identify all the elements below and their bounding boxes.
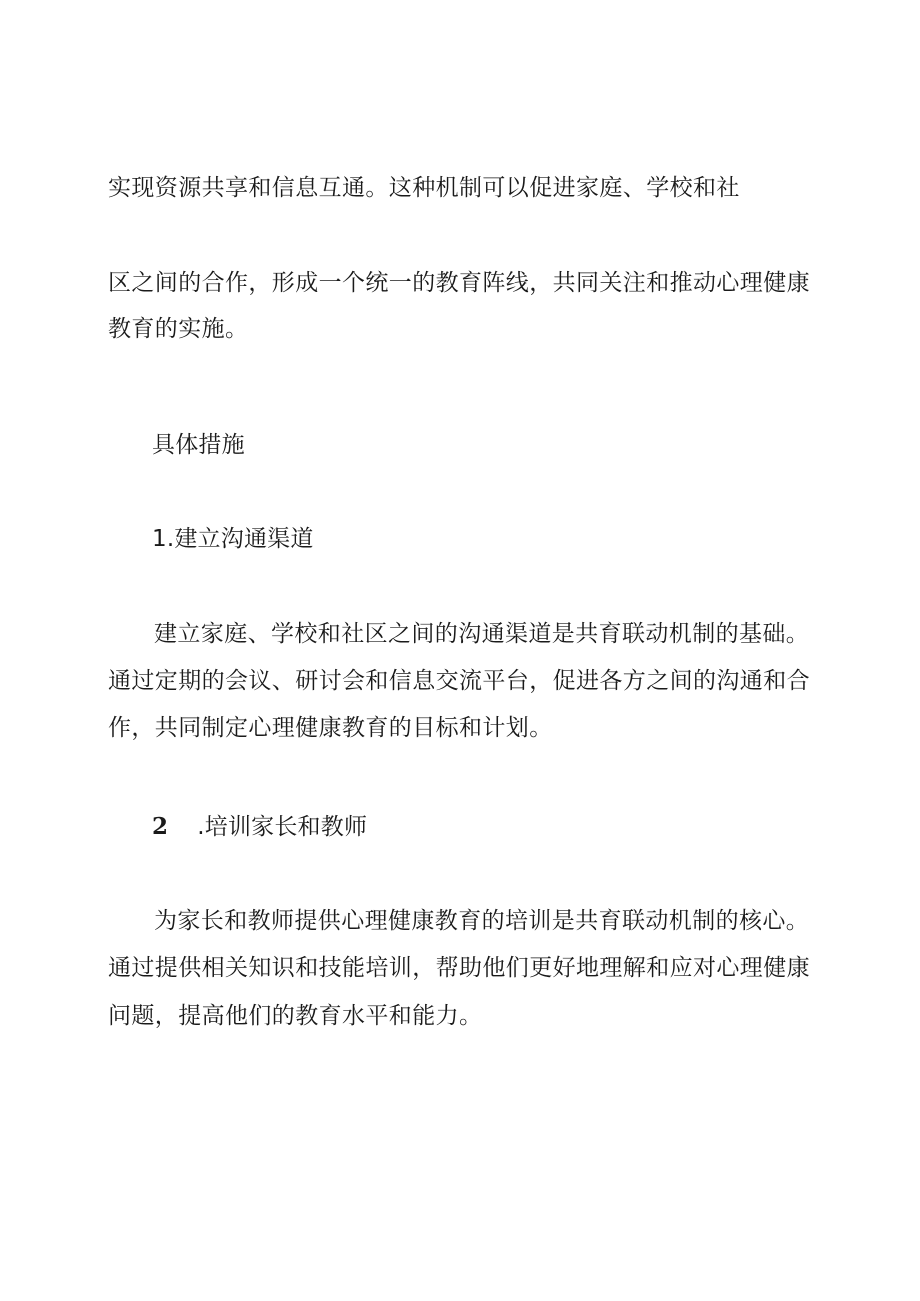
- measure-2-heading-number: 2: [152, 813, 169, 840]
- intro-paragraph-line-1: 实现资源共享和信息互通。这种机制可以促进家庭、学校和社: [108, 175, 740, 201]
- measure-2-heading-text: .培训家长和教师: [197, 814, 368, 840]
- intro-paragraph-line-2: 区之间的合作，形成一个统一的教育阵线，共同关注和推动心理健康: [108, 270, 810, 296]
- measure-1-heading: 1.建立沟通渠道: [152, 526, 314, 552]
- measure-2-paragraph-line-1: 为家长和教师提供心理健康教育的培训是共育联动机制的核心。: [154, 908, 810, 934]
- measure-1-paragraph-line-2: 通过定期的会议、研讨会和信息交流平台，促进各方之间的沟通和合: [108, 668, 810, 694]
- measure-2-heading: [152, 812, 367, 842]
- measure-1-paragraph-line-3: 作，共同制定心理健康教育的目标和计划。: [108, 715, 553, 741]
- measure-2-paragraph-line-3: 问题，提高他们的教育水平和能力。: [108, 1003, 483, 1029]
- measure-1-paragraph-line-1: 建立家庭、学校和社区之间的沟通渠道是共育联动机制的基础。: [154, 621, 810, 647]
- measure-2-paragraph-line-2: 通过提供相关知识和技能培训，帮助他们更好地理解和应对心理健康: [108, 955, 810, 981]
- intro-paragraph-line-3: 教育的实施。: [108, 316, 249, 342]
- section-title: 具体措施: [152, 432, 245, 458]
